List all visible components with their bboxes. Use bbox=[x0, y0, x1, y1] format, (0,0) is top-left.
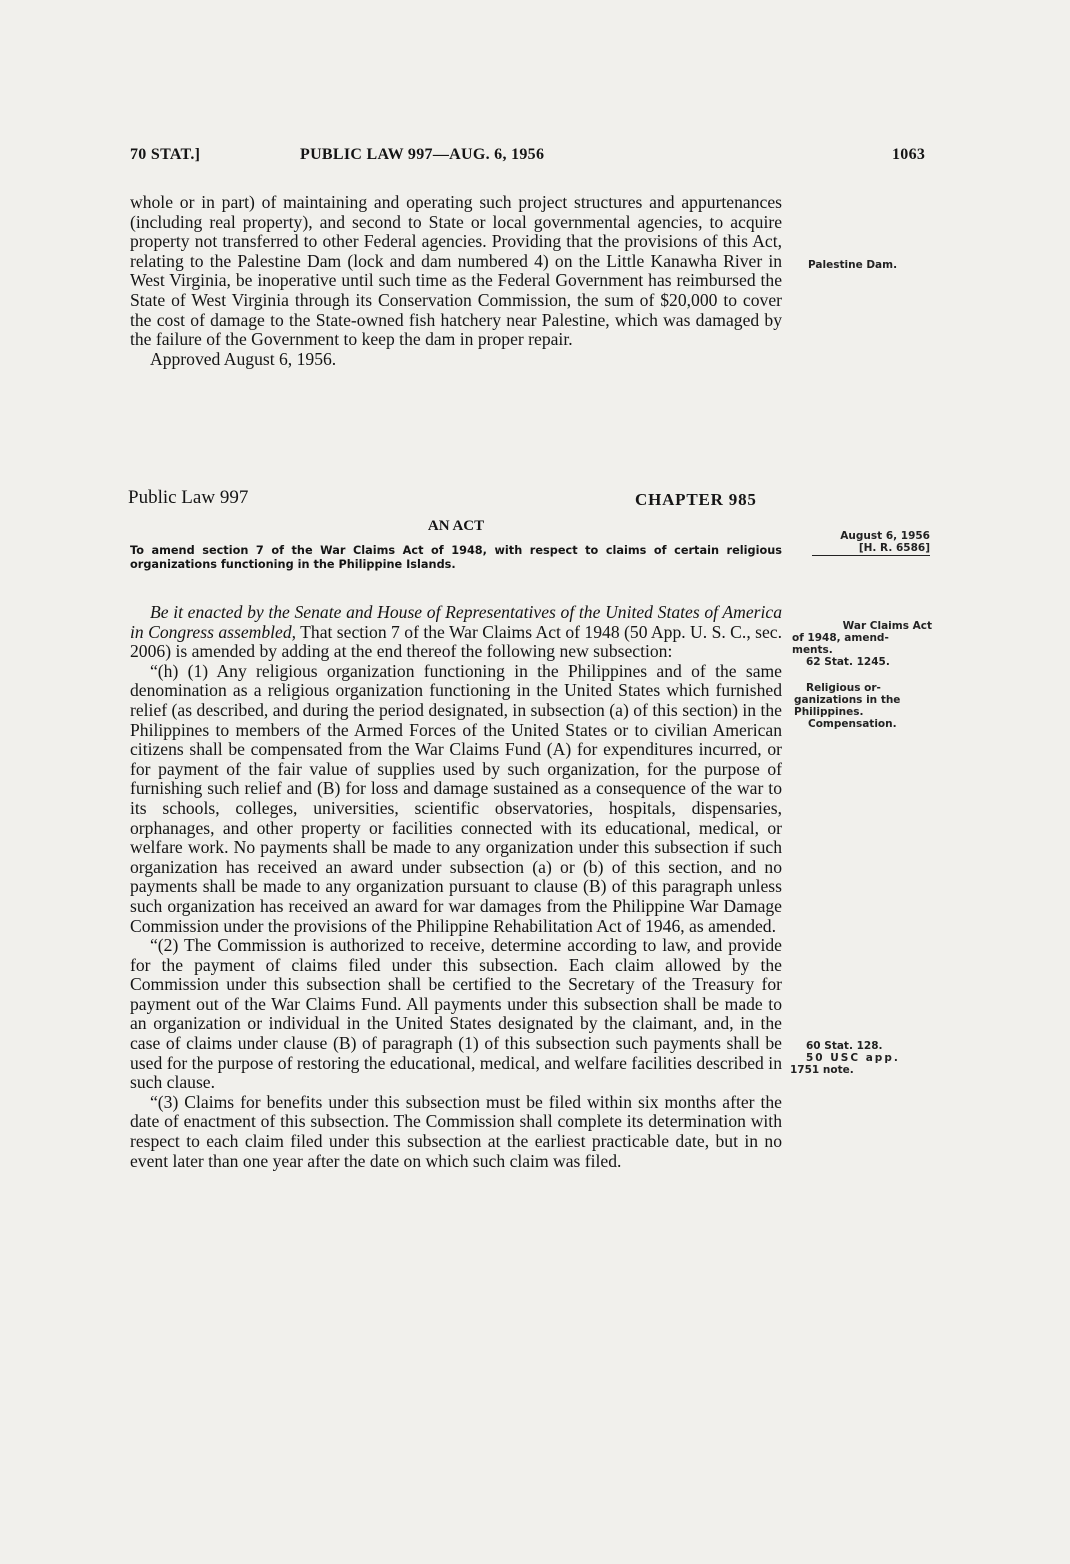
margin-rel-line2: ganizations in the bbox=[794, 694, 901, 706]
header-title: PUBLIC LAW 997—AUG. 6, 1956 bbox=[300, 146, 545, 163]
section-continuation bbox=[130, 193, 782, 369]
margin-bill-number: [H. R. 6586] bbox=[812, 542, 930, 556]
act-summary: To amend section 7 of the War Claims Act of 1948, with respect to claims of certain religious organizations functioning in the Philippine Islands. bbox=[130, 544, 782, 571]
margin-note-palestine: Palestine Dam. bbox=[808, 259, 898, 271]
chapter-label: CHAPTER 985 bbox=[635, 490, 757, 509]
enacting-formula: Be it enacted by the Senate and House of Representatives of the United States of America in Congress assembled, bbox=[130, 602, 782, 642]
margin-note-war-claims bbox=[792, 620, 932, 668]
enacting-clause bbox=[130, 603, 782, 662]
public-law-label: Public Law 997 bbox=[128, 487, 249, 508]
an-act-heading: AN ACT bbox=[427, 518, 485, 534]
continuation-paragraph: whole or in part) of maintaining and operating such project structures and appurtenances (including real property), and second to State or local governmental agencies, to acquire property not transferred to other Federal agencies. Providing that the provisions of this Act, relating to the Palestine Dam (lock and dam numbered 4) on the Little Kanawha River in West Virginia, be inoperative until such time as the Federal Government has reimbursed the State of West Virginia through its Conservation Commission, the sum of $20,000 to cover the cost of damage to the State-owned fish hatchery near Palestine, which was damaged by the failure of the Government to keep the dam in proper repair. bbox=[130, 192, 782, 350]
margin-wca-line2: of 1948, amend- bbox=[792, 632, 889, 644]
enacting-rest: That section 7 of the War Claims Act of 1948 (50 App. U. S. C., sec. 2006) is amended by adding at the end thereof the following new subsection: bbox=[130, 621, 782, 662]
subsection-h3: “(3) Claims for benefits under this subsection must be filed within six months after the date of enactment of this subsection. The Commission shall complete its determination with respect to each claim filed under this subsection at the earliest practicable date, but in no event later than one year after the date on which such claim was filed. bbox=[130, 1091, 782, 1171]
margin-stat-line2: 50 USC app. bbox=[806, 1052, 900, 1064]
margin-rel-line4: Compensation. bbox=[808, 718, 897, 730]
margin-note-statute bbox=[790, 1040, 930, 1076]
margin-stat-line1: 60 Stat. 128. bbox=[806, 1040, 883, 1052]
approved-line: Approved August 6, 1956. bbox=[150, 348, 337, 369]
margin-wca-line3: ments. bbox=[792, 644, 833, 656]
margin-stat-line3: 1751 note. bbox=[790, 1064, 854, 1076]
subsection-h1: “(h) (1) Any religious organization functioning in the Philippines and of the same denomination as a religious organization functioning in the United States which furnished relief (as described, and during the period designated, in subsection (a) of this section) in the Philippines to members of the Armed Forces of the United States or to civilian American citizens shall be compensated from the War Claims Fund (A) for expenditures incurred, or for payment of the fair value of supplies used by such organization, for the purpose of furnishing such relief and (B) for loss and damage sustained as a consequence of the war to its schools, colleges, universities, scientific observatories, hospitals, dispensaries, orphanages, and other property or facilities connected with its educational, medical, or welfare work. No payments shall be made to any organization under this subsection if such organization has received an award under subsection (a) or (b) of this section, and no payments shall be made to any organization pursuant to clause (B) of this paragraph unless such organization has received an award for war damages from the Philippine War Damage Commission under the provisions of the Philippine Rehabilitation Act of 1946, as amended. bbox=[130, 660, 782, 936]
act-body bbox=[130, 603, 782, 1171]
margin-wca-line4: 62 Stat. 1245. bbox=[806, 656, 890, 668]
margin-date-line: August 6, 1956 bbox=[840, 530, 930, 542]
header-stat-label: 70 STAT.] bbox=[130, 146, 201, 163]
page-number: 1063 bbox=[892, 146, 926, 163]
margin-note-date bbox=[812, 530, 930, 556]
margin-rel-line1: Religious or- bbox=[806, 682, 881, 694]
margin-rel-line3: Philippines. bbox=[794, 706, 864, 718]
margin-note-religious bbox=[794, 682, 932, 730]
subsection-h2: “(2) The Commission is authorized to receive, determine according to law, and provide for the payment of claims filed under this subsection. Each claim allowed by the Commission under this subsection shall be certified to the Secretary of the Treasury for payment out of the War Claims Fund. All payments under this subsection shall be made to an organization or individual in the United States designated by the claimant, and, in the case of claims under clause (B) of paragraph (1) of this subsection such payments shall be used for the purpose of restoring the educational, medical, and welfare facilities described in such clause. bbox=[130, 935, 782, 1093]
margin-wca-line1: War Claims Act bbox=[842, 620, 932, 632]
